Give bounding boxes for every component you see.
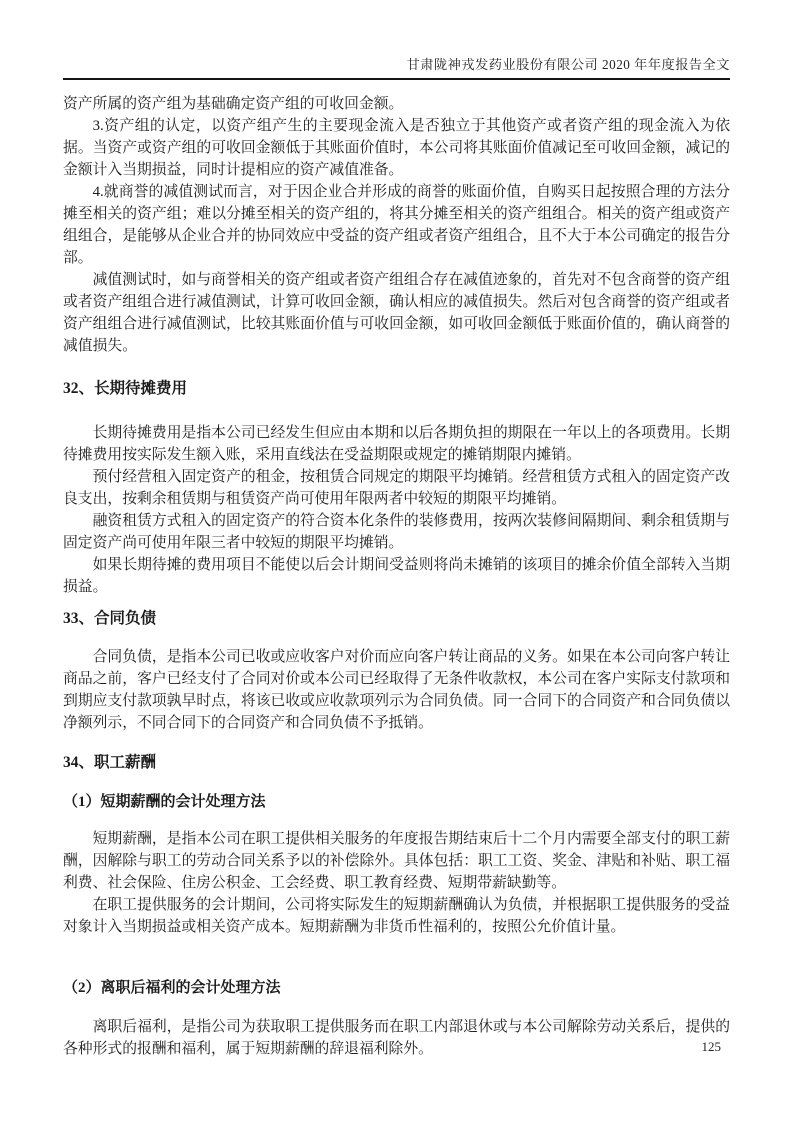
para-asset-group-continuation: 资产所属的资产组为基础确定资产组的可收回金额。 (63, 96, 404, 112)
section-heading-34-employee-compensation: 34、职工薪酬 (63, 754, 157, 771)
para-ltde-definition: 长期待摊费用是指本公司已经发生但应由本期和以后各期负担的期限在一年以上的各项费用。长期待摊费用按实际发生额入账，采用直线法在受益期限或规定的摊销期限内摊销。 (63, 425, 730, 463)
para-contract-liabilities-definition: 合同负债，是指本公司已收或应收客户对价而应向客户转让商品的义务。如果在本公司向客户转让商品之前，客户已经支付了合同对价或本公司已经取得了无条件收款权，本公司在客户实际支付款项和到期应支付款项孰早时点，将该已收或应收款项列示为合同负债。同一合同下的合同资产和合同负债以净额列示，不同合同下的合同资产和合同负债不予抵销。 (63, 649, 730, 731)
subsection-heading-post-employment-benefits: （2）离职后福利的会计处理方法 (63, 980, 281, 996)
para-impairment-testing: 减值测试时，如与商誉相关的资产组或者资产组组合存在减值迹象的，首先对不包含商誉的资产组或者资产组组合进行减值测试，计算可收回金额，确认相应的减值损失。然后对包含商誉的资产组或者资产组组合进行减值测试，比较其账面价值与可收回金额，如可收回金额低于账面价值的，确认商誉的减值损失。 (63, 272, 730, 354)
report-header-title: 甘肃陇神戎发药业股份有限公司 2020 年年度报告全文 (406, 57, 730, 72)
section-heading-32-long-term-deferred-expenses: 32、长期待摊费用 (63, 380, 188, 397)
para-goodwill-impairment: 4.就商誉的减值测试而言，对于因企业合并形成的商誉的账面价值，自购买日起按照合理的方法分摊至相关的资产组；难以分摊至相关的资产组的，将其分摊至相关的资产组组合。相关的资产组或资产组组合，是能够从企业合并的协同效应中受益的资产组或者资产组组合，且不大于本公司确定的报告分部。 (63, 184, 730, 266)
para-short-term-compensation-recognition: 在职工提供服务的会计期间，公司将实际发生的短期薪酬确认为负债，并根据职工提供服务的受益对象计入当期损益或相关资产成本。短期薪酬为非货币性福利的，按照公允价值计量。 (63, 897, 730, 935)
page-header (63, 0, 730, 80)
para-ltde-finance-lease: 融资租赁方式租入的固定资产的符合资本化条件的装修费用，按两次装修间隔期间、剩余租赁期与固定资产尚可使用年限三者中较短的期限平均摊销。 (63, 513, 730, 551)
para-asset-group-recognition: 3.资产组的认定，以资产组产生的主要现金流入是否独立于其他资产或者资产组的现金流入为依据。当资产或资产组的可收回金额低于其账面价值时，本公司将其账面价值减记至可收回金额，减记的金额计入当期损益，同时计提相应的资产减值准备。 (63, 118, 730, 178)
para-post-employment-benefits-definition: 离职后福利，是指公司为获取职工提供服务而在职工内部退休或与本公司解除劳动关系后，提供的各种形式的报酬和福利，属于短期薪酬的辞退福利除外。 (63, 1019, 730, 1057)
page-number: 125 (701, 1039, 721, 1054)
section-heading-33-contract-liabilities: 33、合同负债 (63, 610, 157, 627)
subsection-heading-short-term-compensation: （1）短期薪酬的会计处理方法 (63, 794, 266, 810)
para-ltde-no-future-benefit: 如果长期待摊的费用项目不能使以后会计期间受益则将尚未摊销的该项目的摊余价值全部转入当期损益。 (63, 557, 730, 595)
para-ltde-prepaid-rent: 预付经营租入固定资产的租金，按租赁合同规定的期限平均摊销。经营租赁方式租入的固定资产改良支出，按剩余租赁期与租赁资产尚可使用年限两者中较短的期限平均摊销。 (63, 469, 730, 507)
para-short-term-compensation-definition: 短期薪酬，是指本公司在职工提供相关服务的年度报告期结束后十二个月内需要全部支付的职工薪酬，因解除与职工的劳动合同关系予以的补偿除外。具体包括：职工工资、奖金、津贴和补贴、职工福利费、社会保险、住房公积金、工会经费、职工教育经费、短期带薪缺勤等。 (63, 831, 730, 891)
page-content (63, 80, 730, 1060)
